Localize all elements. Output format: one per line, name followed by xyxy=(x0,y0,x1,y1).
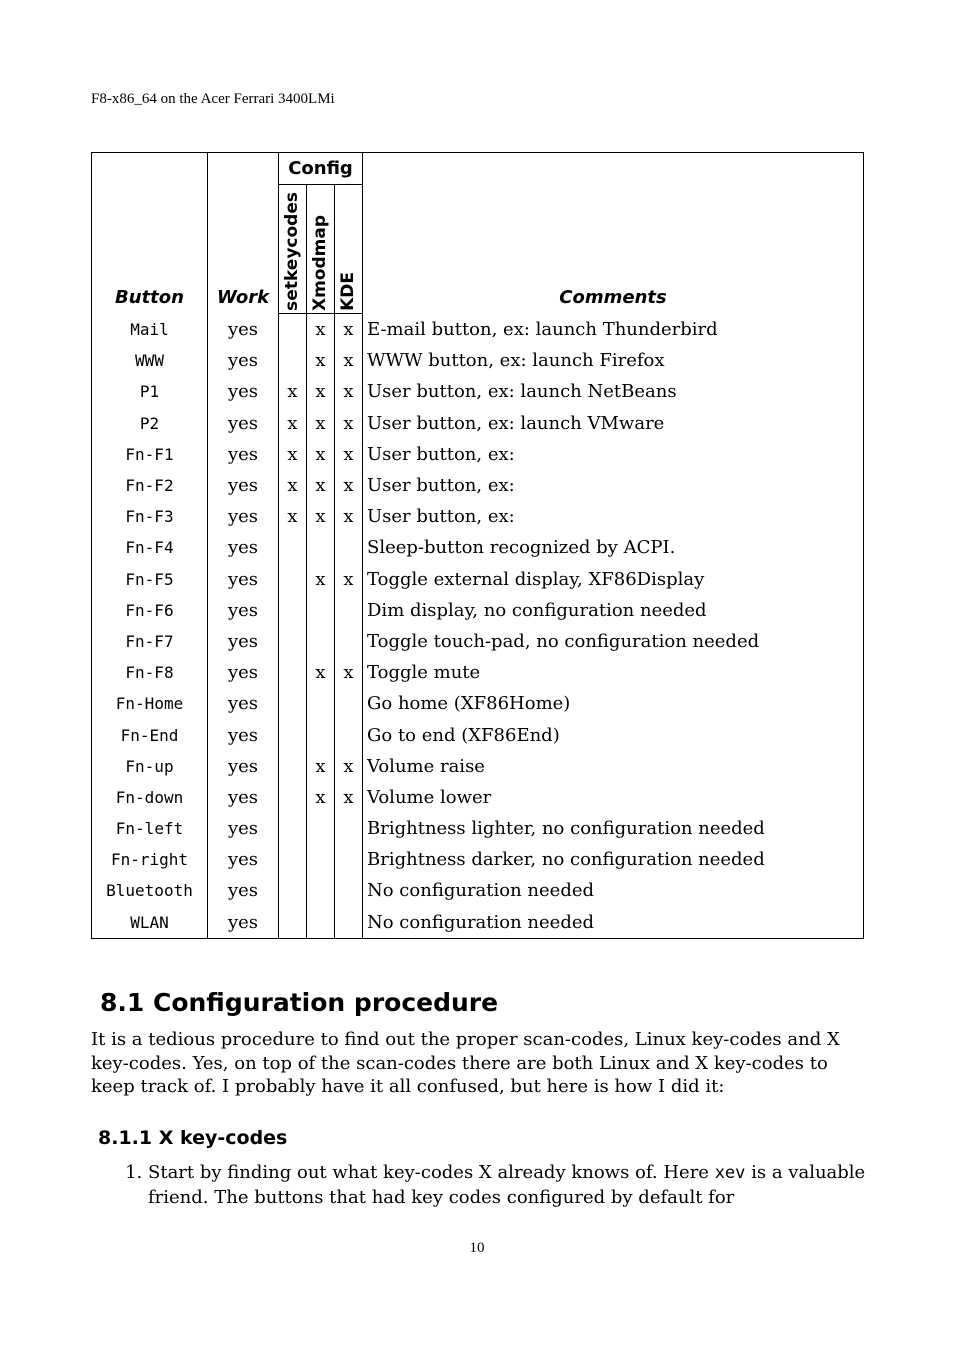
setkeycodes-cell xyxy=(279,657,307,688)
table-row xyxy=(92,470,864,501)
work-cell: yes xyxy=(208,345,279,376)
setkeycodes-cell xyxy=(279,532,307,563)
comment-cell: User button, ex: xyxy=(363,501,864,532)
work-cell: yes xyxy=(208,408,279,439)
table-row xyxy=(92,408,864,439)
comment-cell: User button, ex: xyxy=(363,470,864,501)
work-cell: yes xyxy=(208,532,279,563)
work-cell: yes xyxy=(208,470,279,501)
button-cell: Fn-Home xyxy=(92,688,208,719)
comment-cell: Volume raise xyxy=(363,751,864,782)
xmodmap-cell: x xyxy=(307,751,335,782)
kde-cell: x xyxy=(335,314,363,346)
kde-cell: x xyxy=(335,345,363,376)
comment-cell: Brightness darker, no configuration needed xyxy=(363,844,864,875)
table-row xyxy=(92,532,864,563)
kde-cell: x xyxy=(335,657,363,688)
setkeycodes-cell xyxy=(279,688,307,719)
comment-cell: Toggle external display, XF86Display xyxy=(363,564,864,595)
table-row xyxy=(92,376,864,407)
comment-cell: Toggle mute xyxy=(363,657,864,688)
kde-cell xyxy=(335,532,363,563)
kde-cell: x xyxy=(335,376,363,407)
kde-cell xyxy=(335,813,363,844)
xmodmap-cell xyxy=(307,626,335,657)
section-paragraph: It is a tedious procedure to find out the proper scan-codes, Linux key-codes and X key-codes. Yes, on top of the scan-codes there are both Linux and X key-codes to keep track of. I probably have it all confused, but here is how I did it: xyxy=(91,1029,840,1097)
comment-cell: Sleep-button recognized by ACPI. xyxy=(363,532,864,563)
xmodmap-cell xyxy=(307,688,335,719)
work-cell: yes xyxy=(208,719,279,750)
button-cell: Bluetooth xyxy=(92,875,208,906)
xmodmap-cell: x xyxy=(307,439,335,470)
table-row xyxy=(92,844,864,875)
work-cell: yes xyxy=(208,657,279,688)
comment-cell: No configuration needed xyxy=(363,875,864,906)
setkeycodes-cell xyxy=(279,813,307,844)
button-cell: Fn-left xyxy=(92,813,208,844)
setkeycodes-cell xyxy=(279,595,307,626)
step-text-before: Start by finding out what key-codes X already knows of. Here xyxy=(148,1162,715,1183)
comment-cell: No configuration needed xyxy=(363,907,864,939)
kde-cell: x xyxy=(335,501,363,532)
table-row xyxy=(92,595,864,626)
setkeycodes-cell xyxy=(279,345,307,376)
xmodmap-cell xyxy=(307,532,335,563)
column-header-kde: KDE xyxy=(335,185,363,314)
kde-cell xyxy=(335,844,363,875)
comment-cell: Brightness lighter, no configuration needed xyxy=(363,813,864,844)
setkeycodes-cell xyxy=(279,782,307,813)
work-cell: yes xyxy=(208,844,279,875)
setkeycodes-cell xyxy=(279,844,307,875)
xmodmap-cell xyxy=(307,844,335,875)
table-row xyxy=(92,782,864,813)
xmodmap-cell: x xyxy=(307,782,335,813)
table-row xyxy=(92,751,864,782)
comment-cell: E-mail button, ex: launch Thunderbird xyxy=(363,314,864,346)
column-header-comments: Comments xyxy=(363,153,864,314)
xmodmap-cell: x xyxy=(307,657,335,688)
setkeycodes-cell: x xyxy=(279,470,307,501)
button-cell: Fn-down xyxy=(92,782,208,813)
comment-cell: User button, ex: launch VMware xyxy=(363,408,864,439)
xmodmap-cell: x xyxy=(307,470,335,501)
xmodmap-cell: x xyxy=(307,314,335,346)
table-row xyxy=(92,688,864,719)
setkeycodes-cell xyxy=(279,875,307,906)
kde-cell xyxy=(335,907,363,939)
setkeycodes-cell xyxy=(279,719,307,750)
steps-list xyxy=(91,1161,908,1209)
button-cell: WWW xyxy=(92,345,208,376)
table-row xyxy=(92,719,864,750)
setkeycodes-cell: x xyxy=(279,408,307,439)
button-config-table xyxy=(91,152,864,939)
comment-cell: User button, ex: launch NetBeans xyxy=(363,376,864,407)
button-cell: Fn-F7 xyxy=(92,626,208,657)
setkeycodes-cell xyxy=(279,564,307,595)
work-cell: yes xyxy=(208,751,279,782)
kde-cell xyxy=(335,595,363,626)
button-cell: Fn-End xyxy=(92,719,208,750)
work-cell: yes xyxy=(208,782,279,813)
table-row xyxy=(92,657,864,688)
button-cell: Fn-F4 xyxy=(92,532,208,563)
kde-cell: x xyxy=(335,470,363,501)
comment-cell: Go to end (XF86End) xyxy=(363,719,864,750)
xmodmap-cell: x xyxy=(307,376,335,407)
xmodmap-cell: x xyxy=(307,408,335,439)
setkeycodes-cell: x xyxy=(279,501,307,532)
button-cell: Fn-F5 xyxy=(92,564,208,595)
comment-cell: Dim display, no configuration needed xyxy=(363,595,864,626)
work-cell: yes xyxy=(208,439,279,470)
column-header-button: Button xyxy=(92,153,208,314)
table-row xyxy=(92,501,864,532)
table-row xyxy=(92,314,864,346)
section-heading: 8.1 Configuration procedure xyxy=(100,988,499,1017)
button-cell: WLAN xyxy=(92,907,208,939)
kde-cell: x xyxy=(335,564,363,595)
kde-cell xyxy=(335,626,363,657)
xmodmap-cell: x xyxy=(307,345,335,376)
work-cell: yes xyxy=(208,813,279,844)
table-row xyxy=(92,875,864,906)
button-cell: Mail xyxy=(92,314,208,346)
comment-cell: User button, ex: xyxy=(363,439,864,470)
xmodmap-cell: x xyxy=(307,501,335,532)
setkeycodes-cell xyxy=(279,626,307,657)
button-cell: Fn-F1 xyxy=(92,439,208,470)
xmodmap-cell xyxy=(307,719,335,750)
table-body xyxy=(92,314,864,939)
xmodmap-cell xyxy=(307,595,335,626)
setkeycodes-cell xyxy=(279,314,307,346)
subsection-heading: 8.1.1 X key-codes xyxy=(98,1127,288,1149)
button-cell: P1 xyxy=(92,376,208,407)
table-row xyxy=(92,564,864,595)
setkeycodes-cell xyxy=(279,907,307,939)
setkeycodes-cell: x xyxy=(279,439,307,470)
work-cell: yes xyxy=(208,564,279,595)
work-cell: yes xyxy=(208,875,279,906)
running-header: F8-x86_64 on the Acer Ferrari 3400LMi xyxy=(91,91,335,107)
xmodmap-cell: x xyxy=(307,564,335,595)
work-cell: yes xyxy=(208,626,279,657)
column-group-config: Config xyxy=(279,153,363,185)
kde-cell: x xyxy=(335,408,363,439)
button-cell: P2 xyxy=(92,408,208,439)
step-text-after: is a valuable friend. The buttons that had key codes configured by default for xyxy=(148,1162,866,1208)
page-number: 10 xyxy=(469,1240,485,1256)
work-cell: yes xyxy=(208,688,279,719)
table-row xyxy=(92,907,864,939)
button-cell: Fn-right xyxy=(92,844,208,875)
xmodmap-cell xyxy=(307,813,335,844)
button-cell: Fn-F6 xyxy=(92,595,208,626)
column-header-setkeycodes: setkeycodes xyxy=(279,185,307,314)
comment-cell: WWW button, ex: launch Firefox xyxy=(363,345,864,376)
work-cell: yes xyxy=(208,501,279,532)
setkeycodes-cell: x xyxy=(279,376,307,407)
column-header-xmodmap: Xmodmap xyxy=(307,185,335,314)
kde-cell xyxy=(335,875,363,906)
table-row xyxy=(92,345,864,376)
button-cell: Fn-F8 xyxy=(92,657,208,688)
kde-cell: x xyxy=(335,782,363,813)
table-row xyxy=(92,626,864,657)
kde-cell xyxy=(335,719,363,750)
step-item xyxy=(148,1161,908,1209)
setkeycodes-cell xyxy=(279,751,307,782)
button-cell: Fn-F2 xyxy=(92,470,208,501)
xmodmap-cell xyxy=(307,907,335,939)
kde-cell: x xyxy=(335,439,363,470)
xmodmap-cell xyxy=(307,875,335,906)
table-row xyxy=(92,813,864,844)
work-cell: yes xyxy=(208,595,279,626)
comment-cell: Toggle touch-pad, no configuration needed xyxy=(363,626,864,657)
table-row xyxy=(92,439,864,470)
comment-cell: Go home (XF86Home) xyxy=(363,688,864,719)
comment-cell: Volume lower xyxy=(363,782,864,813)
inline-code: xev xyxy=(714,1163,746,1183)
button-cell: Fn-F3 xyxy=(92,501,208,532)
kde-cell xyxy=(335,688,363,719)
work-cell: yes xyxy=(208,907,279,939)
kde-cell: x xyxy=(335,751,363,782)
column-header-work: Work xyxy=(208,153,279,314)
button-cell: Fn-up xyxy=(92,751,208,782)
work-cell: yes xyxy=(208,376,279,407)
work-cell: yes xyxy=(208,314,279,346)
